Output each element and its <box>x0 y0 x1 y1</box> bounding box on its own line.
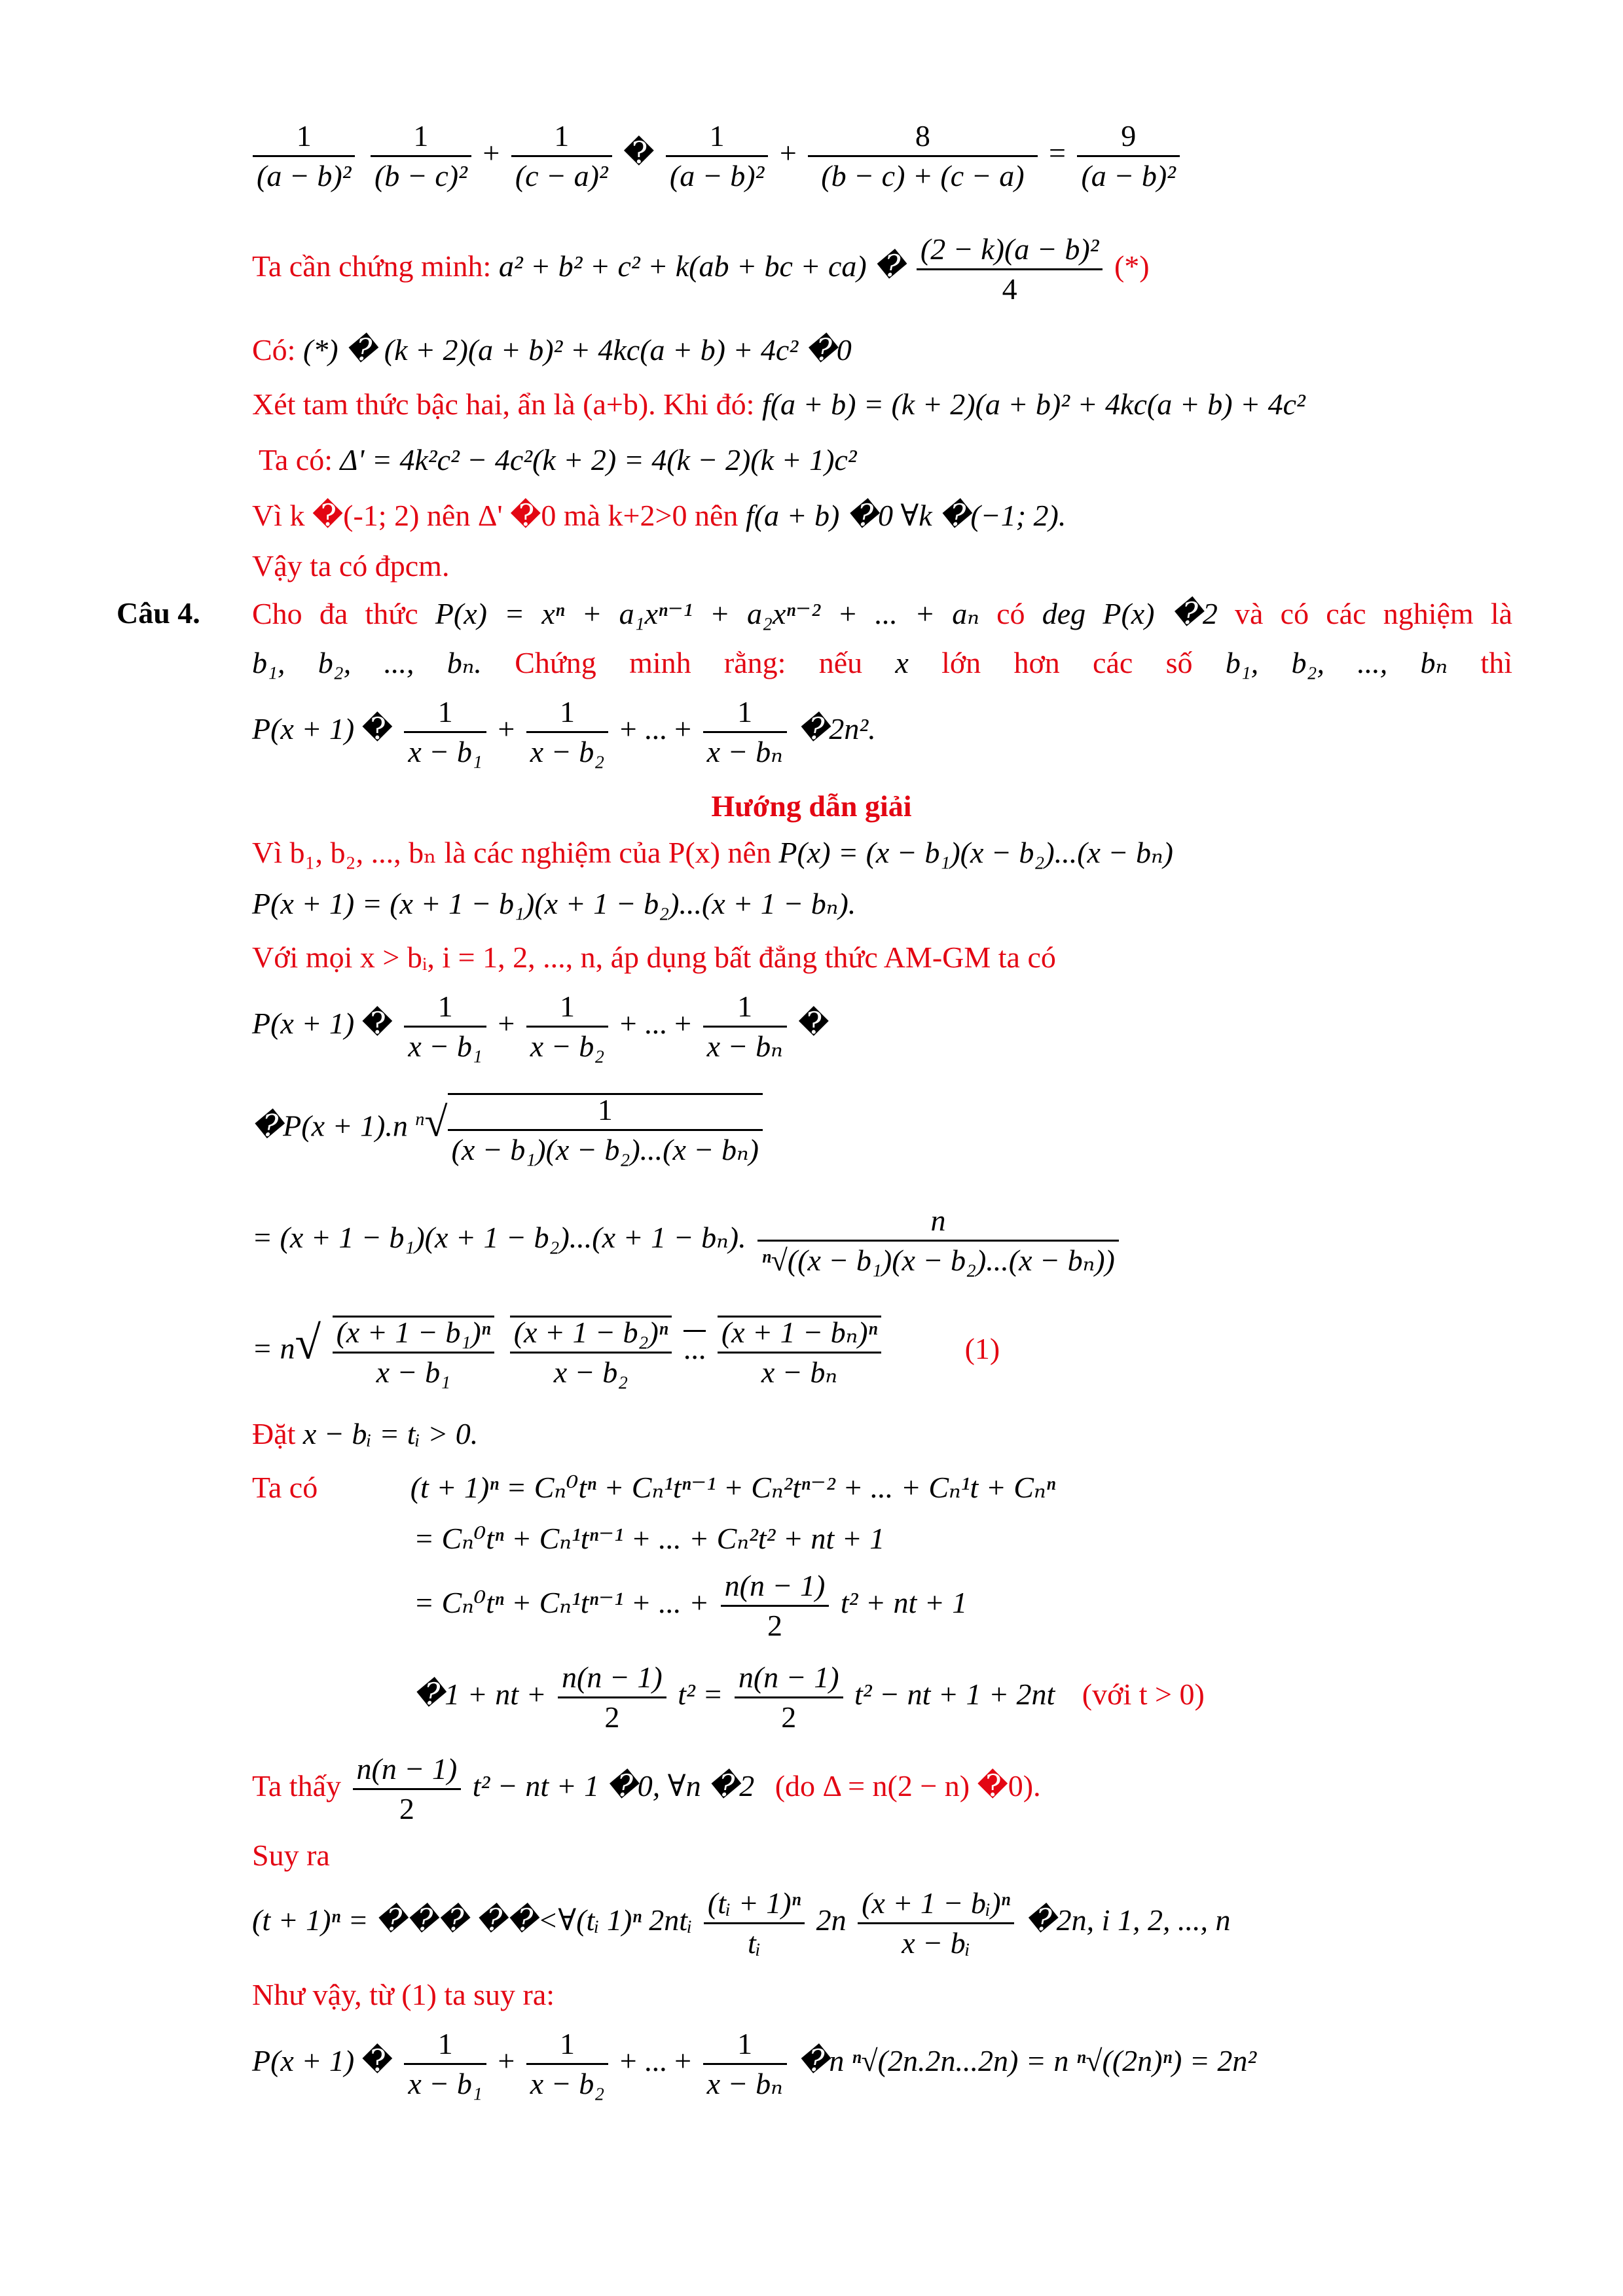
binomial-line-2: = Cₙ⁰tⁿ + Cₙ¹tⁿ⁻¹ + ... + Cₙ²t² + nt + 1 <box>414 1522 885 1555</box>
amgm-line-3: = (x + 1 − b₁)(x + 1 − b₂)...(x + 1 − bₙ). $\frac{n}{\text{ⁿ√((x − b₁)(x − b₂)...(x − bₙ))}}$ <box>252 1206 1123 1276</box>
fraction: $\frac{n(n - 1)}{2}$ <box>735 1662 843 1732</box>
fraction: $\frac{8}{(b - c) + (c - a)}$ <box>808 121 1037 191</box>
fraction: $\frac{n}{\text{ⁿ√((x − b₁)(x − b₂)...(x − bₙ))}}$ <box>757 1206 1119 1276</box>
fraction: $\frac{1}{\text{x − b₂}}$ <box>526 992 608 1062</box>
fraction: $\frac{1}{\text{(x − b₁)(x − b₂)...(x − bₙ)}}$ <box>448 1093 763 1165</box>
amgm-line-1: P(x + 1) � $\frac{1}{\text{x − b₁}}$ + $\frac{1}{\text{x − b₂}}$ + ... + $\frac{1}{\text{x − bₙ}}$ � <box>252 990 830 1063</box>
fraction: $\frac{1}{\text{(c − a)²}}$ <box>511 121 612 191</box>
top-equation: $\frac{1}{\text{(a − b)²}}$ $\frac{1}{\text{(b − c)²}}$ + $\frac{1}{\text{(c − a)²}}$ � $\frac{1}{\text{(a − b)²}}$ + $\frac{8}{(b - c) + (c - a)}$ = $\frac{9}{\text{(a − b)²}}$ <box>249 121 1184 191</box>
fraction: $\frac{\text{(x + 1 − bᵢ)ⁿ}}{\text{x − bᵢ}}$ <box>858 1888 1014 1958</box>
binomial-line-1: Ta có (t + 1)ⁿ = Cₙ⁰tⁿ + Cₙ¹tⁿ⁻¹ + Cₙ²tⁿ⁻² + ... + Cₙ¹t + Cₙⁿ <box>252 1471 1056 1504</box>
fraction: $\frac{1}{\text{x − b₂}}$ <box>526 2029 608 2099</box>
solution-line-3: Với mọi x > bᵢ, i = 1, 2, ..., n, áp dụng bất đẳng thức AM-GM ta có <box>252 941 1056 974</box>
binomial-line-4: �1 + nt + $\frac{n(n - 1)}{2}$ t² = $\frac{n(n - 1)}{2}$ t² − nt + 1 + 2nt (với t > 0) <box>414 1660 1205 1734</box>
co-line: Có: (*) � (k + 2)(a + b)² + 4kc(a + b) + 4c² �0 <box>252 333 852 367</box>
solution-heading: Hướng dẫn giải <box>711 789 912 823</box>
fraction: $\frac{1}{\text{x − b₁}}$ <box>404 2029 486 2099</box>
solution-line-2: P(x + 1) = (x + 1 − b₁)(x + 1 − b₂)...(x + 1 − bₙ). <box>252 887 856 920</box>
need-prove-line: Ta cần chứng minh: a² + b² + c² + k(ab + bc + ca) � $\frac{\text{(2 − k)(a − b)²}}{4}$ (*) <box>252 232 1150 306</box>
xet-line: Xét tam thức bậc hai, ẩn là (a+b). Khi đó: f(a + b) = (k + 2)(a + b)² + 4kc(a + b) + 4c² <box>252 387 1305 421</box>
fraction: $\frac{1}{\text{x − bₙ}}$ <box>703 697 787 767</box>
question-label: Câu 4. <box>117 596 200 630</box>
fraction: $\frac{9}{\text{(a − b)²}}$ <box>1077 121 1179 191</box>
binomial-line-3: = Cₙ⁰tⁿ + Cₙ¹tⁿ⁻¹ + ... + $\frac{n(n - 1)}{2}$ t² + nt + 1 <box>414 1569 968 1642</box>
final-line: P(x + 1) � $\frac{1}{\text{x − b₁}}$ + $\frac{1}{\text{x − b₂}}$ + ... + $\frac{1}{\text{x − bₙ}}$ �n ⁿ√(2n.2n...2n) = n ⁿ√((2n)ⁿ) = 2n² <box>252 2027 1257 2100</box>
amgm-line-4: = n√ $\frac{\text{(x + 1 − b₁)ⁿ}}{\text{x − b₁}}$ $\frac{\text{(x + 1 − b₂)ⁿ}}{\text{x − b₂}}$ ... $\frac{\text{(x + 1 − bₙ)ⁿ}}{\text{x − bₙ}}$ (1) <box>252 1316 1000 1389</box>
fraction: $\frac{1}{\text{x − bₙ}}$ <box>703 992 787 1062</box>
dat-line: Đặt x − bᵢ = tᵢ > 0. <box>252 1417 479 1450</box>
solution-line-1: Vì b₁, b₂, ..., bₙ là các nghiệm của P(x) nên P(x) = (x − b₁)(x − b₂)...(x − bₙ) <box>252 836 1173 869</box>
fraction: $\frac{n(n - 1)}{2}$ <box>353 1754 462 1824</box>
fraction: $\frac{n(n - 1)}{2}$ <box>558 1662 666 1732</box>
fraction: $\frac{\text{(x + 1 − bₙ)ⁿ}}{\text{x − bₙ}}$ <box>718 1316 881 1388</box>
vik-line: Vì k �(-1; 2) nên Δ' �0 mà k+2>0 nên f(a + b) �0 ∀k �(−1; 2). <box>252 499 1067 532</box>
fraction: $\frac{\text{(x + 1 − b₁)ⁿ}}{\text{x − b₁}}$ <box>333 1316 495 1388</box>
question-line-2: b₁, b₂, ..., bₙ. Chứng minh rằng: nếu x lớn hơn các số b₁, b₂, ..., bₙ thì <box>252 646 1512 679</box>
suy-line: (t + 1)ⁿ = ��� ��<∀(tᵢ 1)ⁿ 2ntᵢ $\frac{\text{(tᵢ + 1)ⁿ}}{\text{tᵢ}}$ 2n $\frac{\text{(x + 1 − bᵢ)ⁿ}}{\text{x − bᵢ}}$ �2n, i 1, 2, ..., n <box>252 1886 1231 1960</box>
fraction: $\frac{n(n - 1)}{2}$ <box>721 1571 830 1641</box>
fraction: $\frac{\text{(x + 1 − b₂)ⁿ}}{\text{x − b₂}}$ <box>510 1316 672 1388</box>
fraction: $\frac{\text{(2 − k)(a − b)²}}{4}$ <box>917 234 1103 304</box>
conclusion-line: Vậy ta có đpcm. <box>252 549 450 583</box>
fraction: $\frac{\text{(tᵢ + 1)ⁿ}}{\text{tᵢ}}$ <box>704 1888 805 1958</box>
fraction: $\frac{1}{\text{x − b₁}}$ <box>404 697 486 767</box>
suy-label: Suy ra <box>252 1839 330 1872</box>
fraction: $\frac{1}{\text{(a − b)²}}$ <box>666 121 768 191</box>
delta-line: Ta có: Δ' = 4k²c² − 4c²(k + 2) = 4(k − 2)(k + 1)c² <box>259 443 857 476</box>
question-line-1: Cho đa thức P(x) = xⁿ + a₁xⁿ⁻¹ + a₂xⁿ⁻² + ... + aₙ có deg P(x) �2 và có các nghiệm là <box>252 597 1513 630</box>
amgm-line-2: �P(x + 1).n $^n$√ $\frac{1}{\text{(x − b₁)(x − b₂)...(x − bₙ)}}$ <box>252 1093 767 1165</box>
fraction: $\frac{1}{\text{(b − c)²}}$ <box>371 121 471 191</box>
nhu-vay-line: Như vậy, từ (1) ta suy ra: <box>252 1978 555 2011</box>
fraction: $\frac{1}{\text{x − b₂}}$ <box>526 697 608 767</box>
fraction: $\frac{1}{\text{x − b₁}}$ <box>404 992 486 1062</box>
fraction: $\frac{1}{\text{x − bₙ}}$ <box>703 2029 787 2099</box>
question-line-3: P(x + 1) � $\frac{1}{\text{x − b₁}}$ + $\frac{1}{\text{x − b₂}}$ + ... + $\frac{1}{\text{x − bₙ}}$ �2n². <box>252 695 876 768</box>
thay-line: Ta thấy $\frac{n(n - 1)}{2}$ t² − nt + 1 �0, ∀n �2 (do Δ = n(2 − n) �0). <box>252 1752 1041 1825</box>
fraction: $\frac{1}{\text{(a − b)²}}$ <box>253 121 355 191</box>
